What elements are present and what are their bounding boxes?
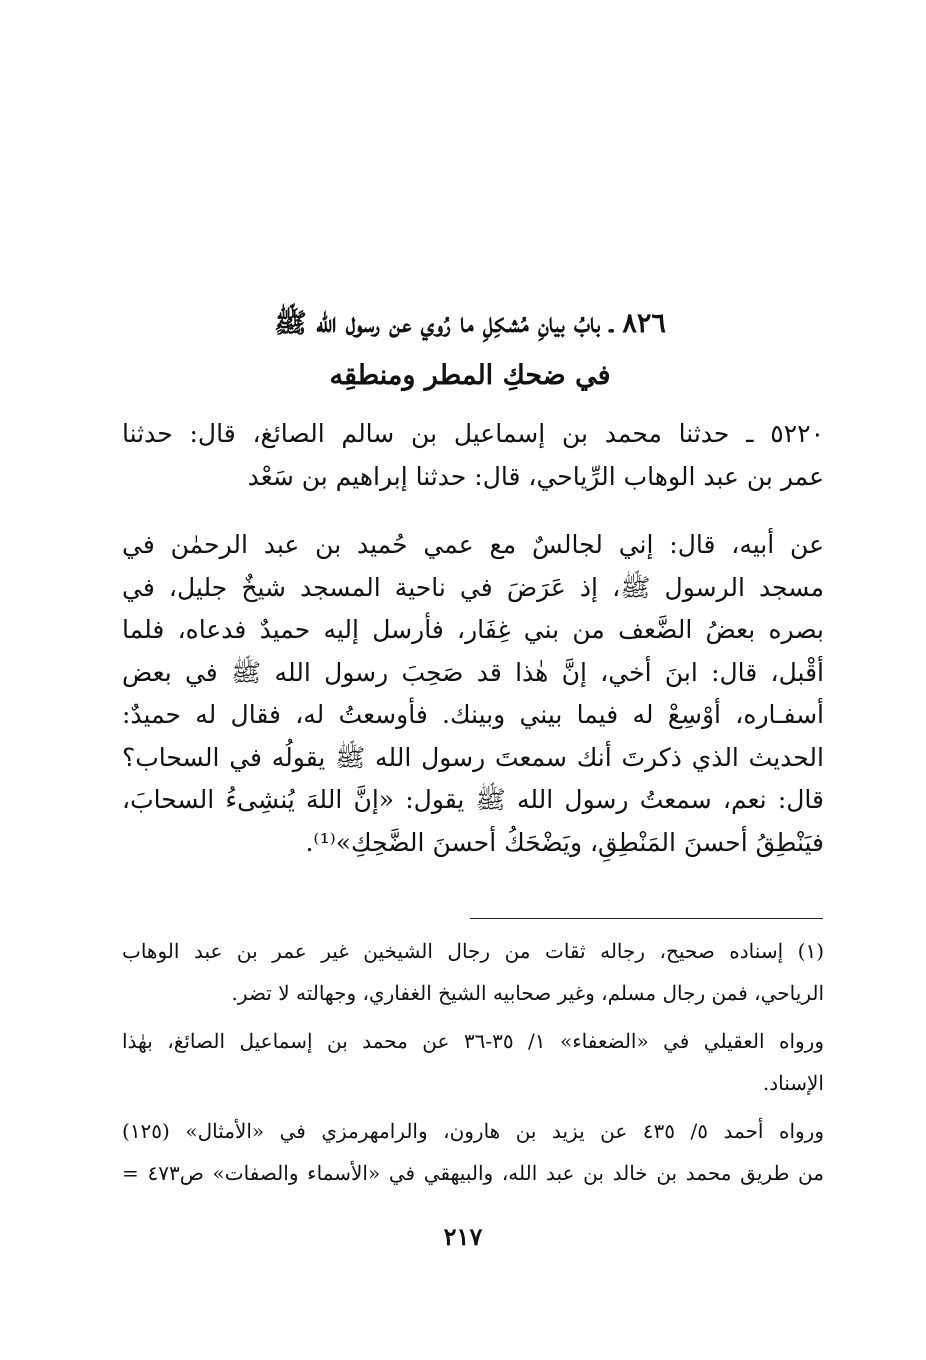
footnote-paragraph bbox=[122, 1110, 824, 1194]
footnote-separator bbox=[470, 918, 823, 919]
matn-line: أقْبل، قال: ابنَ أخي، إنَّ هٰذا قد صَحِبَ رسول الله ﷺ في بعض bbox=[122, 657, 824, 687]
isnad-line: عمر بن عبد الوهاب الرِّياحي، قال: حدثنا إبراهيم بن سَعْد bbox=[247, 461, 824, 491]
footnote-line: الإسناد. bbox=[762, 1071, 824, 1095]
footnote-line: ورواه أحمد ٥/ ٤٣٥ عن يزيد بن هارون، والرامهرمزي في «الأمثال» (١٢٥) bbox=[122, 1119, 824, 1143]
chapter-heading bbox=[120, 298, 820, 402]
matn-line: فيَنْطِقُ أحسنَ المَنْطِقِ، ويَضْحَكُ أحسنَ الضَّحِكِ»⁽¹⁾. bbox=[305, 827, 824, 857]
hadith-isnad bbox=[122, 413, 824, 498]
footnote-paragraph bbox=[122, 1020, 824, 1104]
chapter-title-line-1: ٨٢٦ ـ بابُ بيانِ مُشكِلِ ما رُوي عن رسول الله ﷺ bbox=[274, 308, 666, 339]
isnad-line: ٥٢٢٠ ـ حدثنا محمد بن إسماعيل بن سالم الصائغ، قال: حدثنا bbox=[122, 419, 824, 448]
hadith-matn bbox=[122, 524, 824, 864]
footnotes bbox=[122, 930, 824, 1200]
footnote-line: ورواه العقيلي في «الضعفاء» ١/ ٣٥-٣٦ عن محمد بن إسماعيل الصائغ، بهٰذا bbox=[122, 1029, 824, 1053]
footnote-paragraph bbox=[122, 930, 824, 1014]
matn-line: بصره بعضُ الضَّعف من بني غِفَار، فأرسل إليه حميدٌ فدعاه، فلما bbox=[122, 615, 824, 644]
page-number: ٢١٧ bbox=[443, 1222, 483, 1251]
footnote-line: الرياحي، فمن رجال مسلم، وغير صحابيه الشيخ الغفاري، وجهالته لا تضر. bbox=[231, 981, 824, 1005]
matn-line: عن أبيه، قال: إني لجالسٌ مع عمي حُميد بن عبد الرحمٰن في bbox=[122, 530, 824, 559]
chapter-title-line-2: في ضحكِ المطر ومنطقِه bbox=[329, 360, 611, 391]
matn-line: مسجد الرسول ﷺ، إذ عَرَضَ في ناحية المسجد شيخٌ جليل، في bbox=[122, 572, 824, 602]
matn-line: الحديث الذي ذكرتَ أنك سمعتَ رسول الله ﷺ يقولُه في السحاب؟ bbox=[122, 742, 824, 772]
matn-line: أسفـاره، أوْسِعْ له فيما بيني وبينك. فأوسعتُ له، فقال له حميدٌ: bbox=[122, 700, 824, 729]
matn-line: قال: نعم، سمعتُ رسول الله ﷺ يقول: «إنَّ اللهَ يُنشِىءُ السحابَ، bbox=[122, 785, 824, 814]
footnote-line: (١) إسناده صحيح، رجاله ثقات من رجال الشيخين غير عمر بن عبد الوهاب bbox=[122, 939, 824, 963]
footnote-line: من طريق محمد بن خالد بن عبد الله، والبيهقي في «الأسماء والصفات» ص٤٧٣ = bbox=[122, 1161, 824, 1185]
